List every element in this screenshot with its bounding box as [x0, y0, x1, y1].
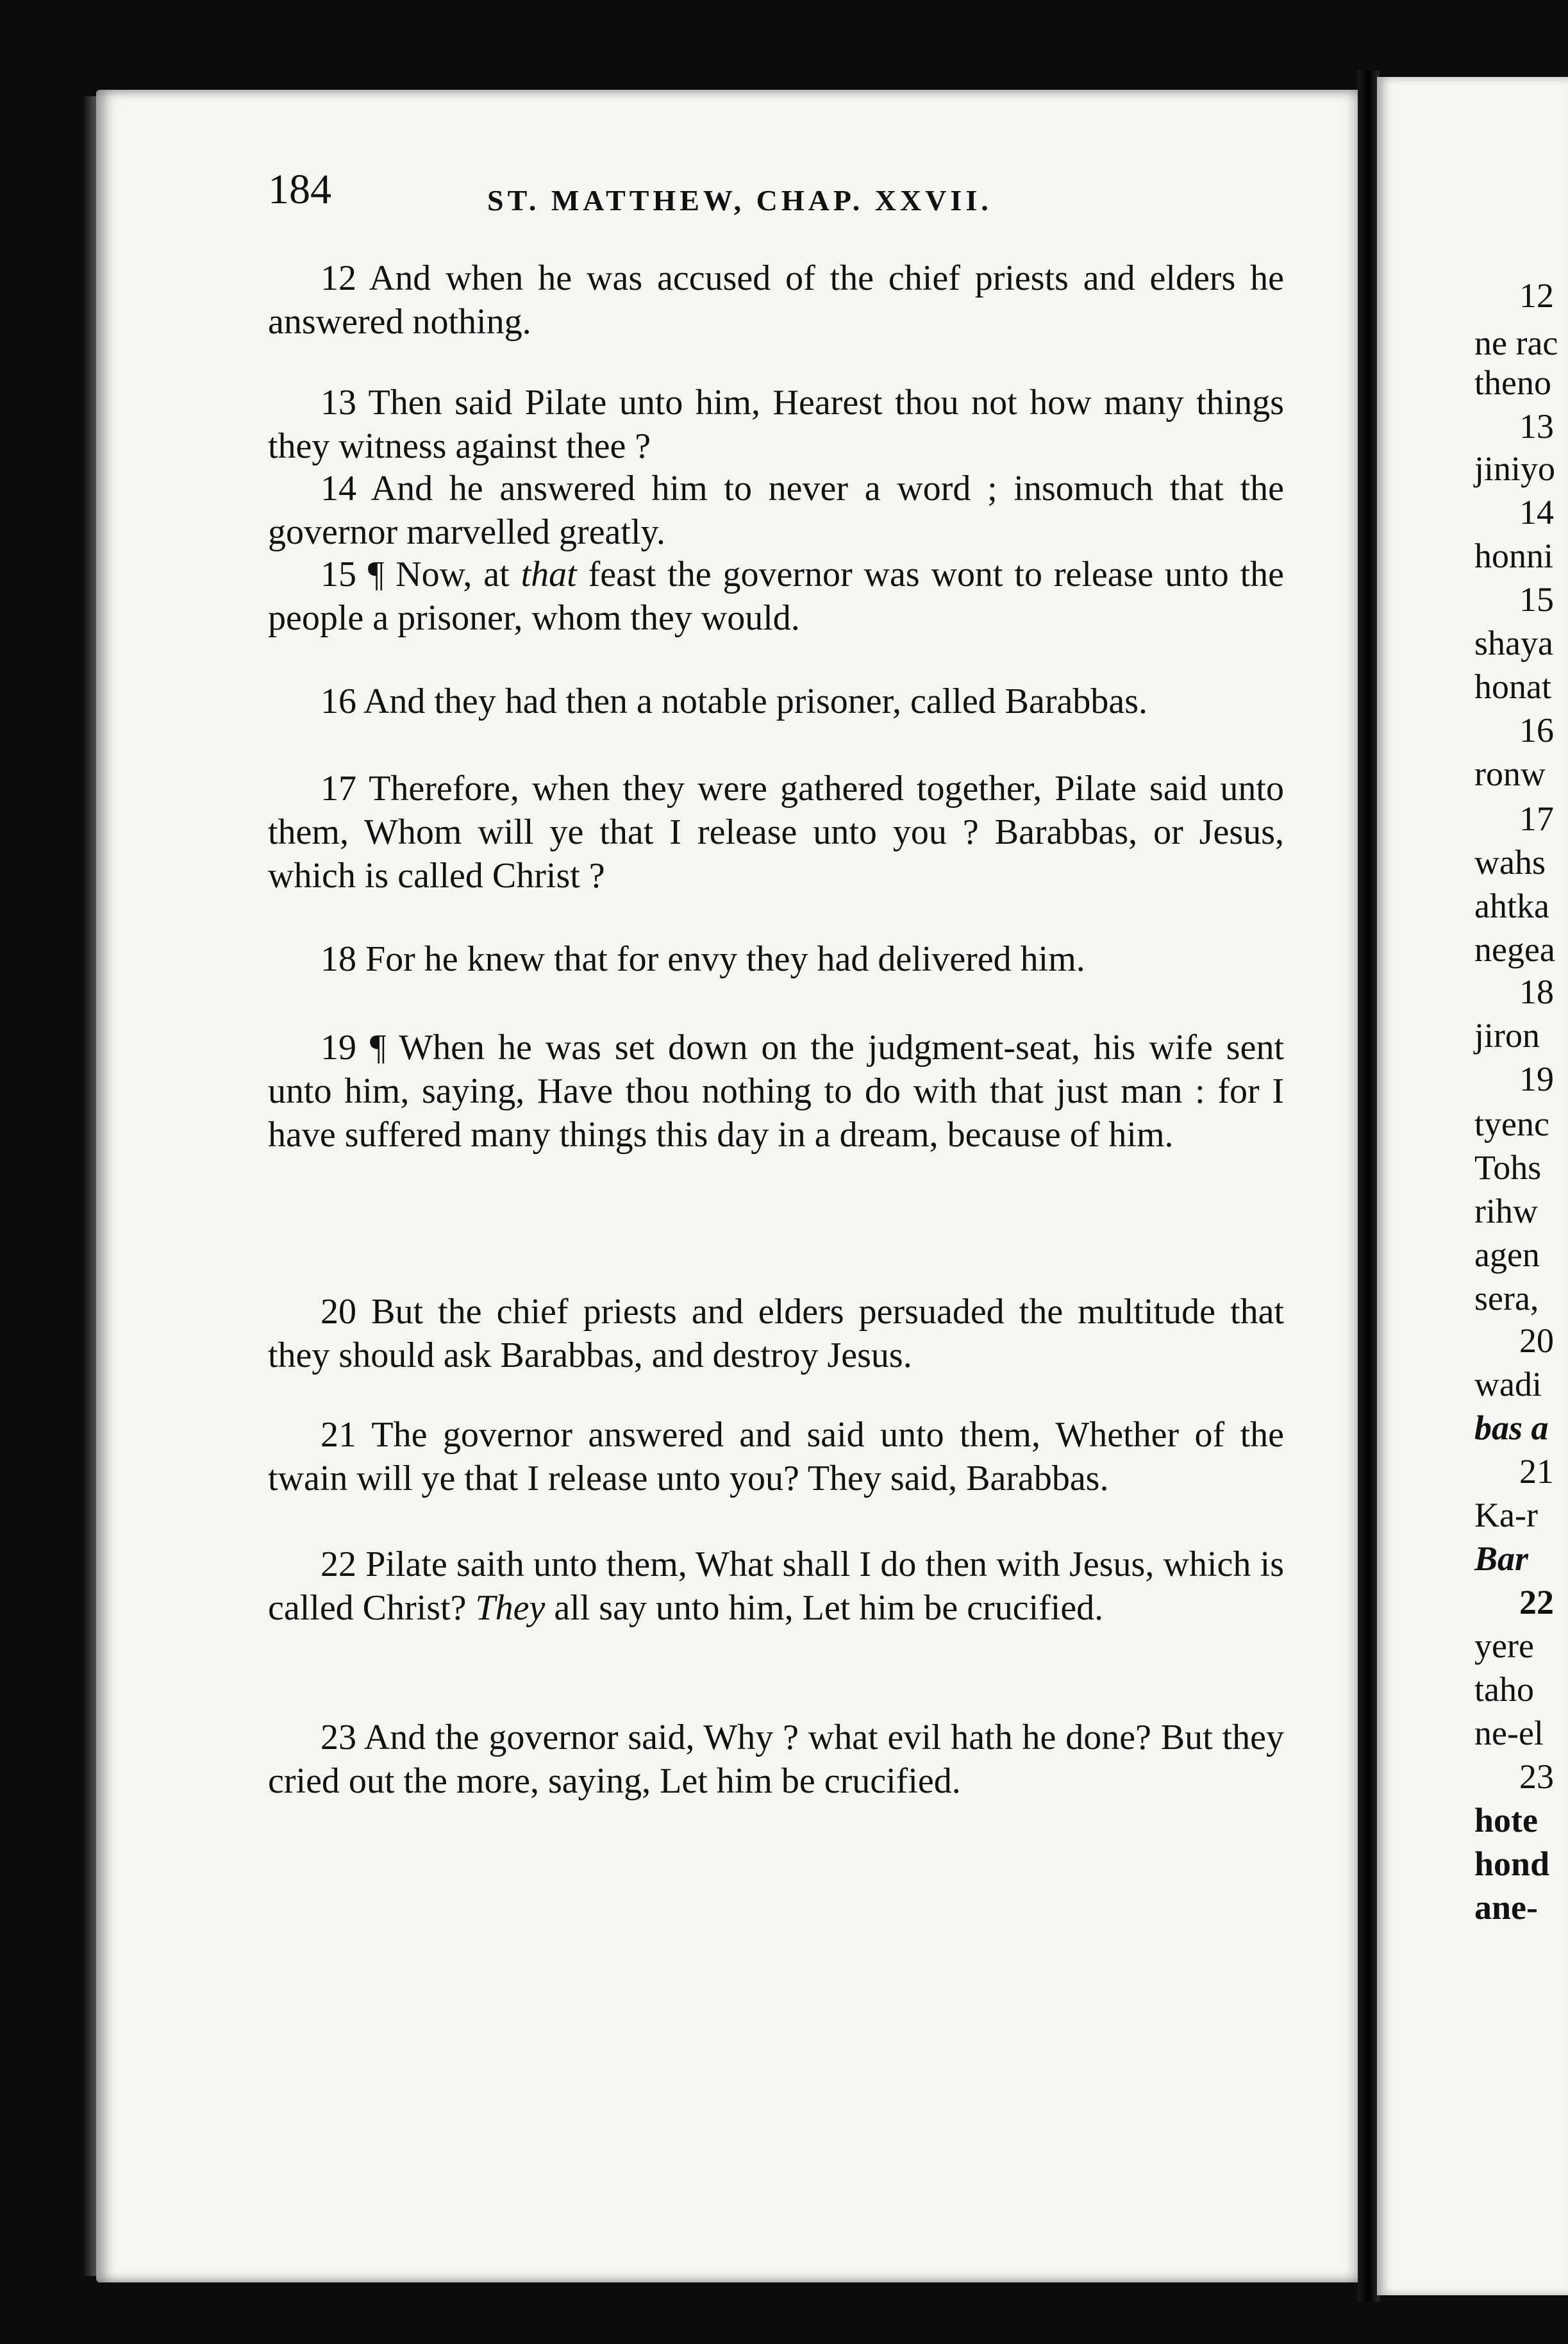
- right-page-fragment: hote: [1474, 1801, 1538, 1839]
- verse-number: 13: [321, 383, 356, 423]
- verse-23: [268, 1716, 1284, 1803]
- right-page-fragment: jiniyo: [1474, 449, 1556, 488]
- verse-21: [268, 1413, 1284, 1500]
- right-page-fragment: Bar: [1474, 1539, 1529, 1578]
- right-page-fragment: 13: [1519, 407, 1554, 446]
- verse-text: For he knew that for envy they had delivered him.: [365, 939, 1085, 979]
- right-page-fragment: ane-: [1474, 1888, 1538, 1927]
- running-head-chapter-title: ST. MATTHEW, CHAP. XXVII.: [487, 184, 992, 217]
- verse-number: 16: [321, 682, 356, 721]
- verse-text: But the chief priests and elders persuaded the multitude that they should ask Barabbas, and destroy Jesus.: [268, 1292, 1284, 1375]
- verse-text: When he was set down on the judgment-seat, his wife sent unto him, saying, Have thou nothing to do with that just man : for I have suffered many things this day in a dream, because of him.: [268, 1028, 1284, 1155]
- right-page-fragment: bas a: [1474, 1409, 1549, 1447]
- verse-12: [268, 256, 1284, 344]
- verse-number: 20: [321, 1292, 356, 1332]
- verse-16: [268, 680, 1284, 723]
- verse-text: The governor answered and said unto them, Whether of the twain will ye that I release unto you? They said, Barabbas.: [268, 1415, 1284, 1498]
- verse-19: [268, 1026, 1284, 1157]
- right-page-fragment: shaya: [1474, 624, 1553, 662]
- right-page-fragment: 17: [1519, 799, 1554, 838]
- right-page-fragment: 19: [1519, 1060, 1554, 1098]
- right-page-fragment: 21: [1519, 1452, 1554, 1491]
- verse-number: 21: [321, 1415, 356, 1455]
- right-page-fragment: hond: [1474, 1845, 1550, 1883]
- right-page-fragment: yere: [1474, 1627, 1534, 1665]
- right-page-fragment: 18: [1519, 973, 1554, 1011]
- right-page-fragment: negea: [1474, 930, 1555, 969]
- right-page-fragment: 14: [1519, 493, 1554, 532]
- verse-number: 15 ¶: [321, 555, 385, 594]
- verse-number: 14: [321, 469, 356, 508]
- right-page-fragment: 15: [1519, 580, 1554, 619]
- verse-text-continued: feast the governor was wont to release unto the people a prisoner, whom they would.: [268, 555, 1285, 638]
- right-page-fragment: sera,: [1474, 1279, 1539, 1318]
- right-page-fragment: 16: [1519, 711, 1554, 749]
- right-page-fragment: wadi: [1474, 1365, 1542, 1403]
- verse-italic-word: that: [521, 555, 577, 594]
- verse-number: 22: [321, 1545, 356, 1584]
- verse-number: 17: [321, 769, 356, 808]
- verse-number: 19 ¶: [321, 1028, 387, 1067]
- right-page-fragment: 22: [1519, 1583, 1554, 1621]
- right-page-fragment: honni: [1474, 537, 1554, 575]
- verse-15: [268, 553, 1284, 640]
- verse-number: 12: [321, 258, 356, 298]
- right-page-fragment: Ka-r: [1474, 1496, 1538, 1534]
- verse-text: Therefore, when they were gathered together, Pilate said unto them, Whom will ye that I release unto you ? Barabbas, or Jesus, which is called Christ ?: [268, 769, 1284, 896]
- right-page-fragment: rihw: [1474, 1192, 1538, 1230]
- right-page-fragment: tyenc: [1474, 1105, 1549, 1143]
- verse-13: [268, 381, 1284, 468]
- right-page-fragment: theno: [1474, 364, 1551, 402]
- verse-14: [268, 467, 1284, 554]
- verse-text: Then said Pilate unto him, Hearest thou not how many things they witness against thee ?: [268, 383, 1284, 466]
- verse-20: [268, 1290, 1284, 1377]
- book-gutter: [1358, 71, 1380, 2302]
- verse-22: [268, 1543, 1284, 1630]
- right-page-fragment: 23: [1519, 1757, 1554, 1796]
- page-number: 184: [268, 166, 331, 213]
- verse-text-continued: all say unto him, Let him be crucified.: [545, 1588, 1104, 1628]
- verse-text: Now, at: [396, 555, 521, 594]
- right-page-fragment: taho: [1474, 1670, 1534, 1709]
- right-page-fragment: ronw: [1474, 755, 1546, 793]
- right-page-fragment: 12: [1519, 276, 1554, 315]
- verse-text: And they had then a notable prisoner, called Barabbas.: [363, 682, 1148, 721]
- verse-text: Pilate saith unto them, What shall I do then with Jesus, which is called Christ?: [268, 1545, 1285, 1628]
- verse-number: 23: [321, 1718, 356, 1757]
- right-page-fragment: honat: [1474, 667, 1551, 706]
- verse-17: [268, 767, 1284, 898]
- right-page-fragment: 20: [1519, 1321, 1554, 1360]
- right-page-fragment: Tohs: [1474, 1148, 1542, 1187]
- verse-text: And when he was accused of the chief priests and elders he answered nothing.: [268, 258, 1284, 342]
- verse-18: [268, 937, 1284, 981]
- right-page-fragment: jiron: [1474, 1016, 1540, 1055]
- verse-number: 18: [321, 939, 356, 979]
- right-page-fragment: ne-el: [1474, 1714, 1544, 1752]
- right-page-fragment: ne rac: [1474, 324, 1558, 362]
- verse-text: And the governor said, Why ? what evil hath he done? But they cried out the more, saying, Let him be crucified.: [268, 1718, 1284, 1801]
- verse-italic-word: They: [475, 1588, 546, 1628]
- verse-text: And he answered him to never a word ; insomuch that the governor marvelled greatly.: [268, 469, 1284, 552]
- right-page-fragment: wahs: [1474, 843, 1546, 882]
- right-page-fragment: ahtka: [1474, 887, 1549, 925]
- right-page-fragment: agen: [1474, 1235, 1540, 1274]
